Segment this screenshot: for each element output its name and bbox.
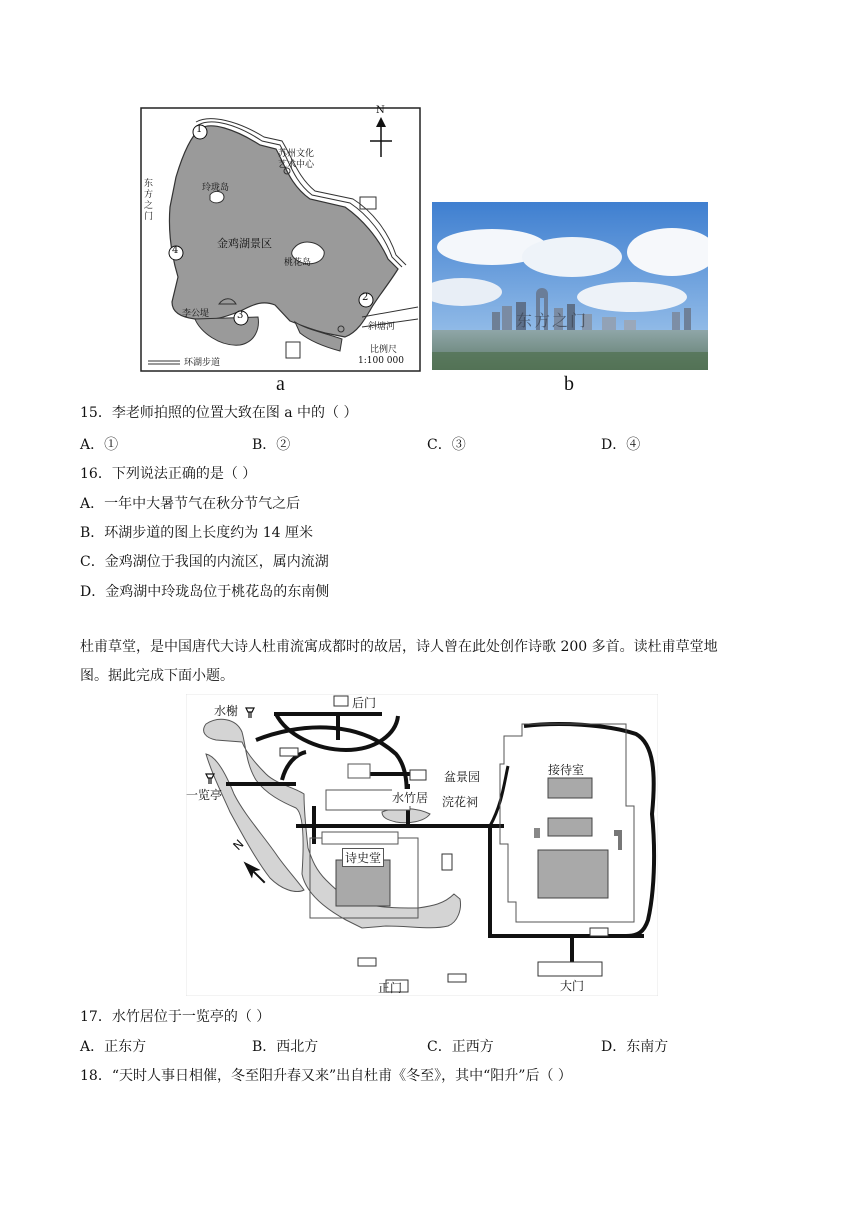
photo-sign-text: 东方之门 bbox=[516, 311, 589, 330]
map-label-huanhuaci: 浣花祠 bbox=[442, 795, 479, 809]
marker-3: 3 bbox=[237, 310, 244, 321]
map-label-shuixie: 水榭 bbox=[214, 704, 239, 718]
cultural-center-label: 苏州文化 艺术中心 bbox=[278, 149, 315, 170]
question-15-option-c: C．③ bbox=[427, 437, 466, 453]
marker-2: 2 bbox=[362, 292, 369, 303]
linglong-label: 玲珑岛 bbox=[202, 183, 230, 193]
figure-a-caption: a bbox=[276, 373, 285, 395]
question-16-option-d: D．金鸡湖中玲珑岛位于桃花岛的东南侧 bbox=[80, 584, 330, 600]
question-16-stem: 16．下列说法正确的是（ ） bbox=[80, 466, 257, 482]
ligongdi-label: 李公堤 bbox=[182, 309, 210, 319]
east-gate-label: 东 方 之 门 bbox=[144, 179, 154, 222]
question-15-option-a: A．① bbox=[80, 437, 119, 453]
question-17-option-c: C．正西方 bbox=[427, 1039, 494, 1055]
legend-label: 环湖步道 bbox=[184, 358, 221, 368]
question-16-option-b: B．环湖步道的图上长度约为 14 厘米 bbox=[80, 525, 314, 541]
question-16-option-a: A．一年中大暑节气在秋分节气之后 bbox=[80, 496, 301, 512]
xietang-label: 斜塘河 bbox=[368, 322, 396, 332]
map-label-shuizhuju: 水竹居 bbox=[392, 791, 429, 805]
question-15-option-b: B．② bbox=[252, 437, 291, 453]
map-label-zhengmen: 正门 bbox=[378, 981, 403, 995]
taohua-label: 桃花岛 bbox=[284, 258, 312, 268]
map-label-damen: 大门 bbox=[560, 979, 585, 993]
map-label-shishitang: 诗史堂 bbox=[342, 848, 384, 867]
scale-label: 比例尺 bbox=[370, 345, 398, 355]
north-label: N bbox=[376, 105, 385, 116]
figure-a-map bbox=[140, 107, 421, 372]
question-17-option-d: D．东南方 bbox=[601, 1039, 669, 1055]
map-north-label: N bbox=[230, 836, 247, 854]
scenic-area-label: 金鸡湖景区 bbox=[217, 237, 272, 250]
marker-1: 1 bbox=[196, 124, 203, 135]
marker-4: 4 bbox=[172, 245, 179, 256]
map-label-yilanting: 一览亭 bbox=[186, 788, 223, 802]
question-17-option-a: A．正东方 bbox=[80, 1039, 147, 1055]
passage-line-1: 杜甫草堂，是中国唐代大诗人杜甫流寓成都时的故居，诗人曾在此处创作诗歌 200 多首。读杜甫草堂地 bbox=[80, 639, 718, 655]
question-15-stem: 15．李老师拍照的位置大致在图 a 中的（ ） bbox=[80, 405, 358, 421]
question-18-stem: 18．“天时人事日相催，冬至阳升春又来”出自杜甫《冬至》，其中“阳升”后（ ） bbox=[80, 1068, 572, 1084]
question-17-stem: 17．水竹居位于一览亭的（ ） bbox=[80, 1009, 271, 1025]
cottage-map bbox=[186, 694, 658, 996]
scale-value: 1:100 000 bbox=[358, 356, 404, 366]
question-16-option-c: C．金鸡湖位于我国的内流区，属内流湖 bbox=[80, 554, 329, 570]
question-17-option-b: B．西北方 bbox=[252, 1039, 319, 1055]
figure-b-photo bbox=[432, 202, 708, 370]
question-15-option-d: D．④ bbox=[601, 437, 641, 453]
figure-b-caption: b bbox=[564, 373, 574, 395]
map-label-houmen: 后门 bbox=[352, 696, 377, 710]
passage-line-2: 图。据此完成下面小题。 bbox=[80, 668, 234, 684]
map-label-penjingyuan: 盆景园 bbox=[444, 770, 481, 784]
map-label-jiedaishi: 接待室 bbox=[548, 763, 585, 777]
